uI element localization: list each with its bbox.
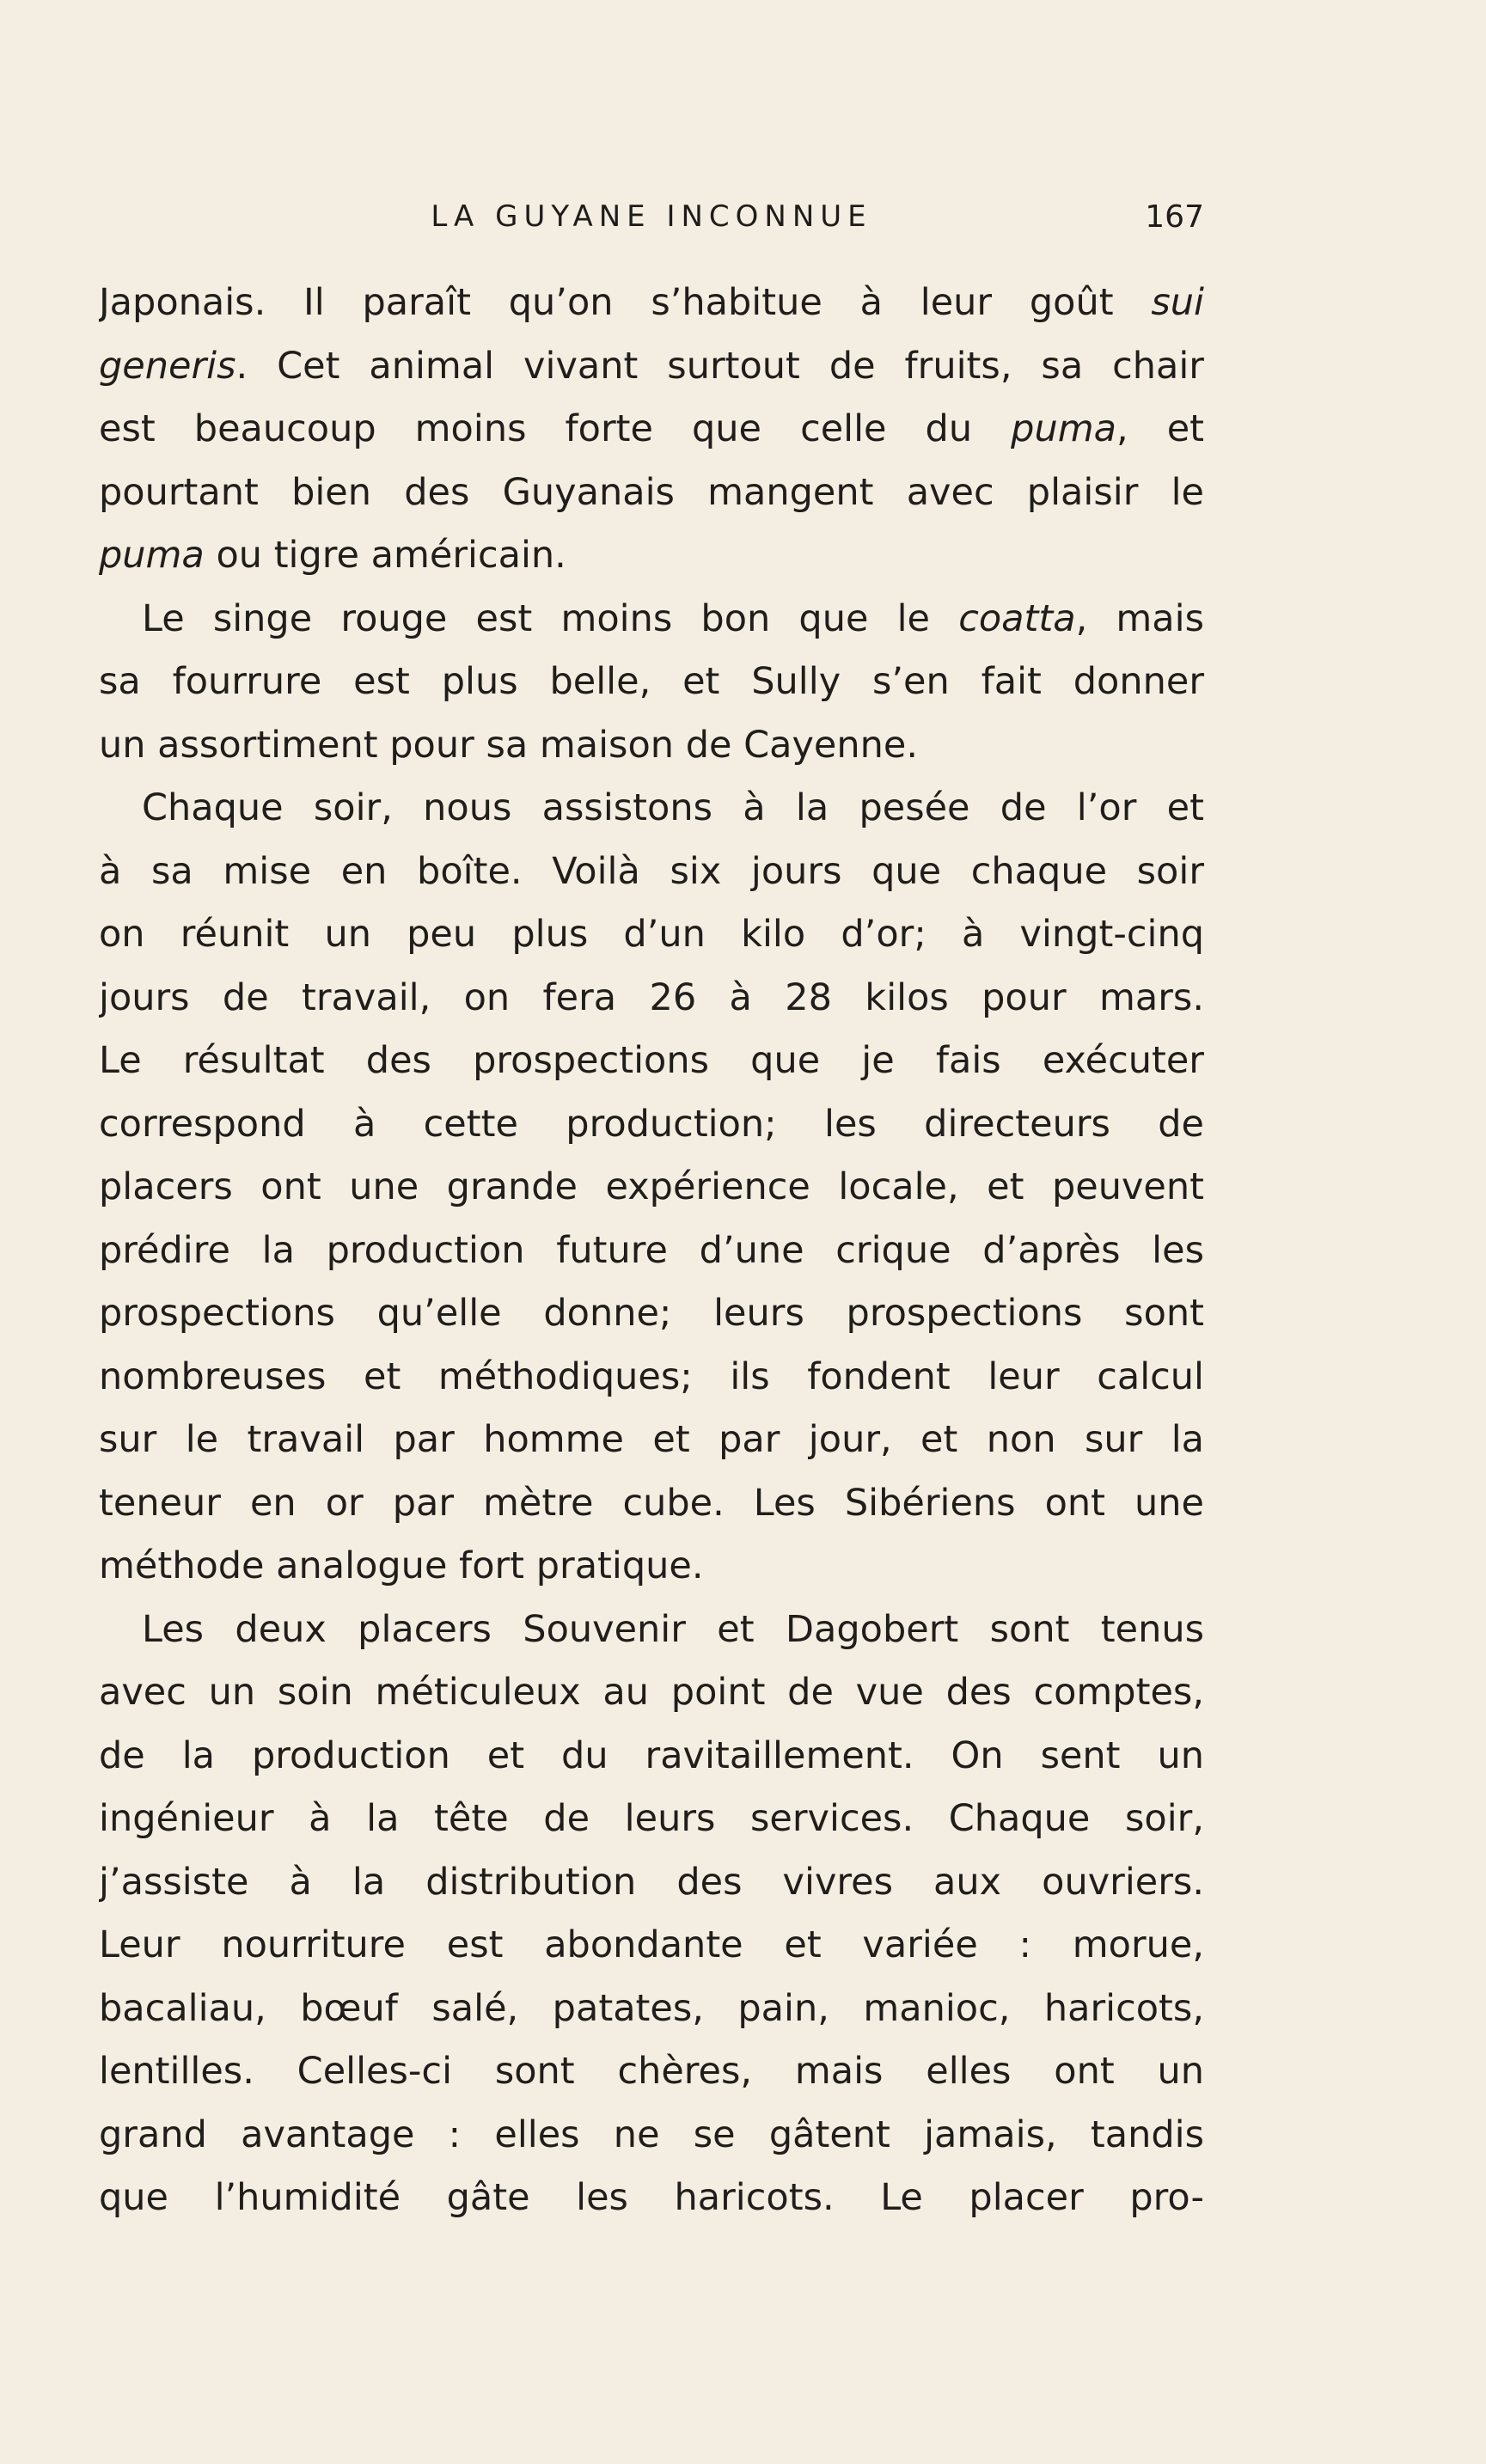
running-title: LA GUYANE INCONNUE [431, 199, 872, 234]
text-line: grand avantage : elles ne se gâtent jamais, tandis [99, 2112, 1204, 2156]
text-line: correspond à cette production; les directeurs de [99, 1102, 1204, 1146]
text-line: pourtant bien des Guyanais mangent avec plaisir le [99, 470, 1204, 514]
text-line: bacaliau, bœuf salé, patates, pain, manioc, haricots, [99, 1986, 1204, 2030]
text-line: de la production et du ravitaillement. On sent un [99, 1733, 1204, 1777]
text-line: à sa mise en boîte. Voilà six jours que chaque soir [99, 849, 1204, 893]
text-line: Leur nourriture est abondante et variée : morue, [99, 1923, 1204, 1966]
text-line: Chaque soir, nous assistons à la pesée de l’or et [142, 786, 1204, 829]
text-line: j’assiste à la distribution des vivres aux ouvriers. [99, 1860, 1204, 1904]
text-line: teneur en or par mètre cube. Les Sibériens ont une [99, 1481, 1204, 1525]
text-line: on réunit un peu plus d’un kilo d’or; à vingt-cinq [99, 913, 1204, 956]
text-line: prospections qu’elle donne; leurs prospections sont [99, 1292, 1204, 1335]
text-line: Les deux placers Souvenir et Dagobert sont tenus [142, 1607, 1204, 1651]
text-line: un assortiment pour sa maison de Cayenne. [99, 723, 919, 767]
text-line: generis. Cet animal vivant surtout de fruits, sa chair [99, 344, 1204, 388]
text-line: nombreuses et méthodiques; ils fondent leur calcul [99, 1354, 1204, 1398]
text-line: ingénieur à la tête de leurs services. Chaque soir, [99, 1797, 1204, 1840]
text-line: Japonais. Il paraît qu’on s’habitue à leur goût sui [99, 281, 1204, 324]
body-text [99, 272, 1204, 2230]
text-line: avec un soin méticuleux au point de vue des comptes, [99, 1671, 1204, 1714]
text-line: Le singe rouge est moins bon que le coatta, mais [142, 596, 1204, 640]
text-line: que l’humidité gâte les haricots. Le placer pro- [99, 2176, 1204, 2219]
text-line: prédire la production future d’une crique d’après les [99, 1228, 1204, 1272]
page-number: 167 [1145, 199, 1204, 235]
text-line: méthode analogue fort pratique. [99, 1544, 704, 1587]
text-line: est beaucoup moins forte que celle du puma, et [99, 407, 1204, 450]
text-line: sur le travail par homme et par jour, et non sur la [99, 1418, 1204, 1461]
text-line: lentilles. Celles-ci sont chères, mais elles ont un [99, 2050, 1204, 2093]
text-line: placers ont une grande expérience locale, et peuvent [99, 1165, 1204, 1208]
text-line: puma ou tigre américain. [99, 534, 566, 577]
text-line: sa fourrure est plus belle, et Sully s’en fait donner [99, 660, 1204, 703]
text-line: Le résultat des prospections que je fais exécuter [99, 1039, 1204, 1082]
text-line: jours de travail, on fera 26 à 28 kilos pour mars. [99, 975, 1204, 1019]
page-header [99, 199, 1204, 251]
